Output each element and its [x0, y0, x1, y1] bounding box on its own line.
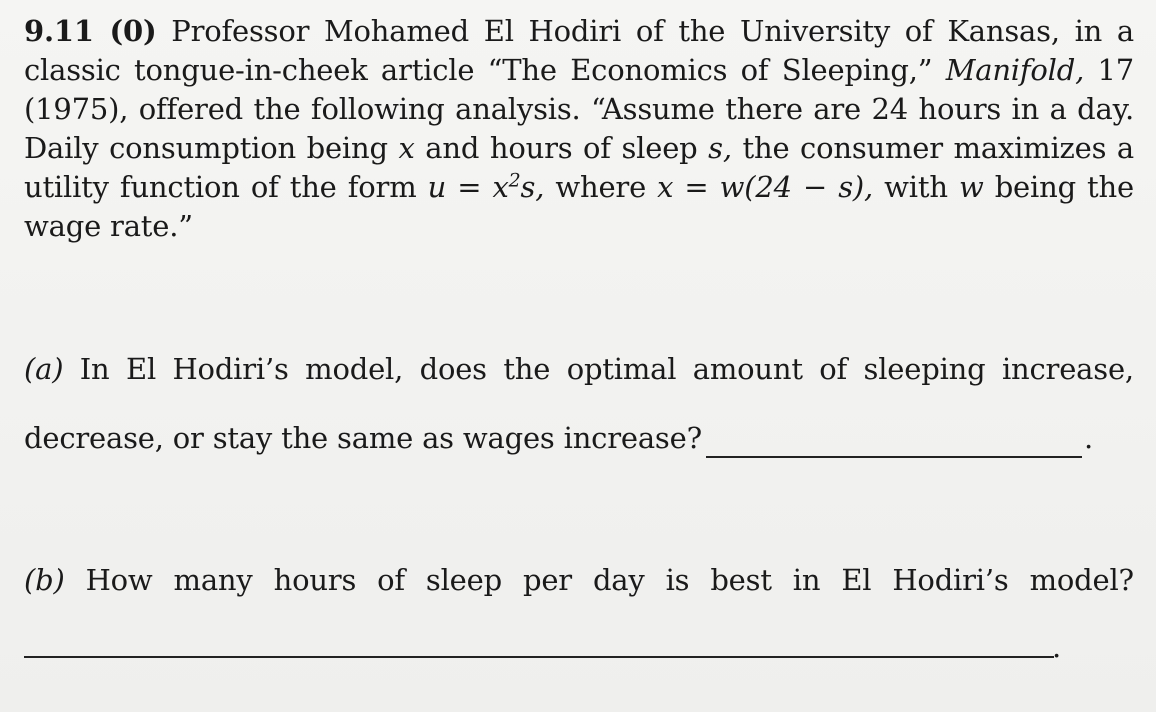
part-a-word: of: [819, 352, 848, 386]
variable-x: x: [398, 131, 415, 165]
part-a-word: El: [125, 352, 157, 386]
problem-text-5: where: [555, 170, 647, 204]
part-a-answer-blank[interactable]: [706, 428, 1082, 458]
part-a-word: amount: [692, 352, 803, 386]
part-a-word: does: [419, 352, 487, 386]
part-b-word: El: [841, 563, 872, 597]
part-b-word: of: [377, 563, 405, 597]
budget-equation: x = w(24 − s),: [657, 170, 874, 204]
part-b-word: best: [710, 563, 772, 597]
part-a-word: increase,: [1001, 352, 1134, 386]
utility-exponent: 2: [508, 169, 521, 192]
part-b-answer-blank[interactable]: [24, 656, 1054, 658]
part-b-word: hours: [273, 563, 357, 597]
variable-s: s,: [708, 131, 732, 165]
part-a-end-dot: .: [1083, 421, 1093, 455]
problem-text-3: and hours of sleep: [425, 131, 698, 165]
part-a-text: decrease, or stay the same as wages increase?: [24, 421, 702, 455]
utility-rhs: s,: [520, 170, 545, 204]
part-a-question-line-1: [24, 350, 1134, 389]
part-b-label: (b): [24, 563, 65, 597]
part-b-word: Hodiri’s: [892, 563, 1009, 597]
problem-number: 9.11 (0): [24, 14, 157, 48]
part-a-label: (a): [24, 352, 64, 386]
variable-w: w: [958, 170, 984, 204]
utility-function: [428, 170, 545, 204]
part-b-question-line: [24, 561, 1134, 600]
part-a-word: optimal: [566, 352, 677, 386]
problem-text-4: the consumer maximizes a utility function of the form: [24, 131, 1134, 204]
utility-lhs: u = x: [427, 170, 509, 204]
problem-text-7: being the wage rate.”: [24, 170, 1134, 243]
part-b-word: How: [85, 563, 153, 597]
part-b-word: in: [792, 563, 821, 597]
part-a-word: In: [79, 352, 110, 386]
problem-text-6: with: [884, 170, 948, 204]
part-b-word: per: [522, 563, 572, 597]
part-a-word: sleeping: [863, 352, 986, 386]
part-a-question-line-2: [24, 419, 1134, 458]
part-a-word: the: [503, 352, 551, 386]
part-b-word: model?: [1029, 563, 1134, 597]
problem-text-1: Professor Mohamed El Hodiri of the University of Kansas, in a classic tongue-in-cheek article “The Economics of Sleeping,”: [24, 14, 1134, 87]
part-b-word: is: [665, 563, 690, 597]
part-a-word: Hodiri’s: [172, 352, 289, 386]
journal-name: Manifold,: [945, 53, 1085, 87]
problem-text-2: 17 (1975), offered the following analysis. “Assume there are 24 hours in a day. Daily consumption being: [24, 53, 1134, 165]
part-b-word: many: [173, 563, 253, 597]
part-b-end-dot: .: [1052, 630, 1062, 664]
problem-statement: [24, 12, 1134, 246]
part-b-word: sleep: [425, 563, 502, 597]
part-a-word: model,: [305, 352, 404, 386]
part-b-word: day: [592, 563, 645, 597]
